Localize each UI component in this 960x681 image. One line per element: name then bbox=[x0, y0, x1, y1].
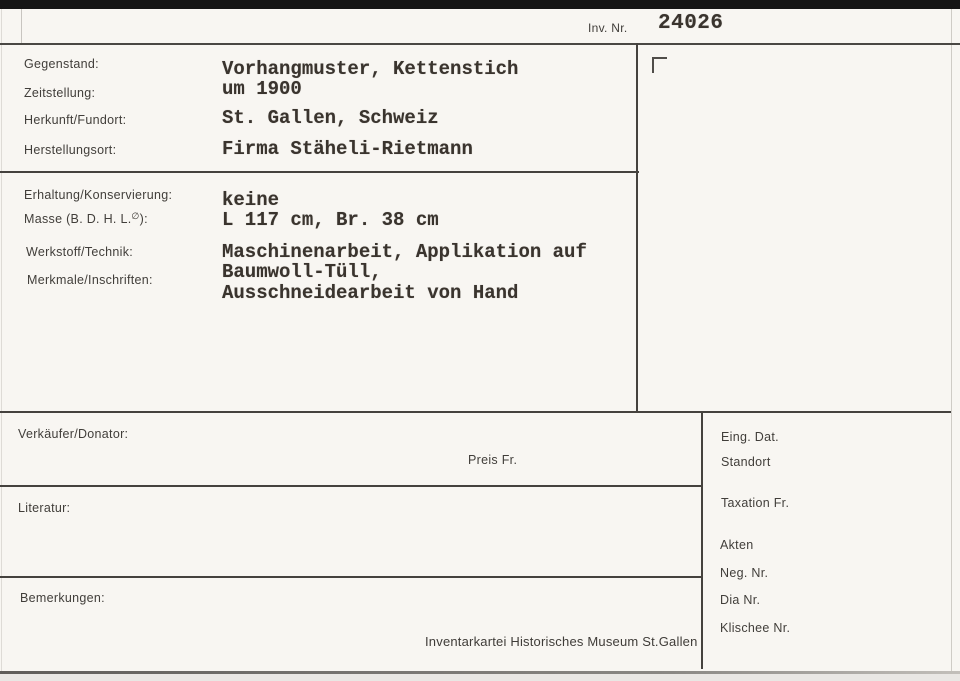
card-left-edge bbox=[1, 9, 2, 672]
inv-nr-value: 24026 bbox=[658, 12, 724, 35]
field-label-bemerkungen: Bemerkungen: bbox=[20, 591, 105, 605]
divider-main-lower bbox=[0, 411, 951, 413]
divider-literatur-bemerkungen bbox=[0, 576, 703, 578]
field-label-klischee-nr: Klischee Nr. bbox=[720, 621, 791, 635]
field-label-dia-nr: Dia Nr. bbox=[720, 593, 761, 607]
field-label-verkaufer: Verkäufer/Donator: bbox=[18, 427, 129, 441]
field-label-herkunft: Herkunft/Fundort: bbox=[24, 113, 127, 127]
field-label-standort: Standort bbox=[721, 455, 771, 469]
masse-label-suffix: ): bbox=[139, 212, 148, 226]
scan-crease-line bbox=[21, 9, 22, 44]
card-footer-title: Inventarkartei Historisches Museum St.Gallen bbox=[425, 634, 698, 649]
photo-corner-mark-icon bbox=[652, 57, 667, 73]
top-scan-bar bbox=[0, 0, 960, 9]
field-label-preis: Preis Fr. bbox=[468, 453, 518, 467]
value-masse: L 117 cm, Br. 38 cm bbox=[222, 209, 439, 231]
field-label-akten: Akten bbox=[720, 538, 754, 552]
field-label-gegenstand: Gegenstand: bbox=[24, 57, 99, 71]
card-right-edge bbox=[951, 9, 952, 672]
field-label-zeitstellung: Zeitstellung: bbox=[24, 86, 96, 100]
value-zeitstellung: um 1900 bbox=[222, 78, 302, 100]
value-merkmale-line: Ausschneidearbeit von Hand bbox=[222, 282, 519, 304]
field-label-taxation: Taxation Fr. bbox=[721, 496, 790, 510]
value-erhaltung: keine bbox=[222, 189, 280, 211]
diameter-symbol: ∅ bbox=[131, 212, 140, 222]
field-label-merkmale: Merkmale/Inschriften: bbox=[27, 273, 153, 287]
field-label-literatur: Literatur: bbox=[18, 501, 71, 515]
divider-section1-section2 bbox=[0, 171, 639, 173]
field-label-erhaltung: Erhaltung/Konservierung: bbox=[24, 188, 173, 202]
field-label-werkstoff: Werkstoff/Technik: bbox=[26, 245, 134, 259]
value-werkstoff-line2: Baumwoll-Tüll, bbox=[222, 261, 382, 283]
value-herkunft: St. Gallen, Schweiz bbox=[222, 107, 439, 129]
masse-label-prefix: Masse (B. D. H. L. bbox=[24, 212, 132, 226]
field-label-masse bbox=[24, 212, 148, 226]
photo-area bbox=[638, 45, 951, 411]
field-label-eing-dat: Eing. Dat. bbox=[721, 430, 779, 444]
field-label-herstellungsort: Herstellungsort: bbox=[24, 143, 117, 157]
inv-nr-label: Inv. Nr. bbox=[588, 21, 628, 35]
value-werkstoff-line1: Maschinenarbeit, Applikation auf bbox=[222, 241, 587, 263]
divider-lower-right-column bbox=[701, 411, 703, 669]
scan-background-strip bbox=[0, 674, 960, 681]
value-gegenstand: Vorhangmuster, Kettenstich bbox=[222, 58, 519, 80]
field-label-neg-nr: Neg. Nr. bbox=[720, 566, 769, 580]
value-herstellungsort: Firma Stäheli-Rietmann bbox=[222, 138, 473, 160]
divider-verkaufer-literatur bbox=[0, 485, 703, 487]
